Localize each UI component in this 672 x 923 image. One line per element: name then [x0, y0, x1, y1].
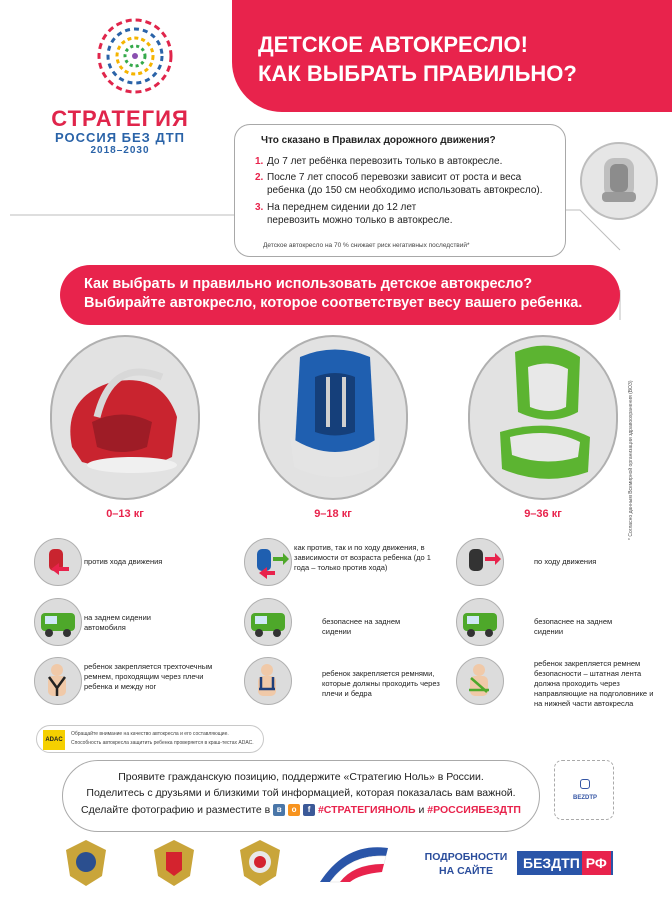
site-link[interactable]: [517, 851, 613, 875]
rule-text: На переднем сидении до 12 лет перевозить можно только в автокресле.: [267, 202, 453, 226]
harness-text: ребенок закрепляется ремнем безопасности – штатная лента должна проходить через направляющие на подголовнике и на нижней части автокресла: [534, 659, 654, 708]
harness-text: ребенок закрепляется ремнями, которые должны проходить через плечи и бедра: [322, 669, 440, 698]
rule-item: [255, 201, 555, 227]
hashtag-strategy-zero[interactable]: #СТРАТЕГИЯНОЛЬ: [317, 804, 416, 816]
forward-facing-icon: [456, 538, 504, 586]
mvd-emblem-icon: [148, 836, 200, 890]
hashtag-russia-no-accidents[interactable]: #РОССИЯБЕЗДТП: [427, 804, 521, 816]
how-to-banner: [60, 265, 620, 325]
harness-text: ребенок закрепляется трехточечным ремнем, проходящим через плечи ребенка и между ног: [84, 662, 213, 691]
call-line3: [63, 804, 539, 816]
infant-carrier-icon: [52, 337, 198, 498]
rule-number: 2.: [255, 172, 264, 183]
rear-facing-icon: [34, 538, 82, 586]
direction-text: по ходу движения: [534, 557, 597, 566]
direction-text: против хода движения: [84, 557, 163, 566]
rules-footnote: Детское автокресло на 70 % снижает риск негативных последствий*: [263, 242, 470, 249]
rule-item: [255, 155, 555, 168]
how-to-advice: Выбирайте автокресло, которое соответствует весу вашего ребенка.: [84, 295, 583, 311]
site-domain-suffix: РФ: [582, 851, 611, 875]
rule-item: [255, 171, 555, 197]
ministry-emblem-icon: [60, 836, 112, 890]
instagram-badge[interactable]: [554, 760, 614, 820]
rsa-logo-icon: [316, 842, 392, 886]
page-title-line1: ДЕТСКОЕ АВТОКРЕСЛО!: [258, 32, 528, 57]
three-point-harness-icon: [34, 657, 82, 705]
rule-text: До 7 лет ребёнка перевозить только в автокресле.: [267, 156, 503, 167]
weight-label: 0–13 кг: [106, 508, 144, 520]
page-title-line2: КАК ВЫБРАТЬ ПРАВИЛЬНО?: [258, 61, 577, 86]
logo-subtitle: РОССИЯ БЕЗ ДТП: [54, 130, 185, 145]
seat-position-text: безопаснее на заднем сидении: [534, 617, 613, 636]
weight-label: 9–18 кг: [314, 508, 352, 520]
seat-belt-icon: [456, 657, 504, 705]
instagram-handle: BEZDTP: [573, 795, 597, 801]
traffic-police-emblem-icon: [234, 836, 286, 890]
adac-logo: ADAC: [43, 730, 65, 750]
adac-text-line1: Обращайте внимание на качество автокресла и его составляющие.: [71, 731, 229, 737]
car-seat-illustration: [580, 142, 658, 220]
vk-icon[interactable]: в: [273, 804, 285, 816]
adac-text-line2: Способность автокресла защитить ребенка проверяется в краш-тестах ADAC.: [71, 740, 254, 746]
title-banner: [232, 0, 672, 112]
facebook-icon[interactable]: f: [303, 804, 315, 816]
call-line1: Проявите гражданскую позицию, поддержите «Стратегию Ноль» в России.: [118, 771, 484, 783]
traffic-rules-box: [234, 124, 566, 257]
rules-question: Что сказано в Правилах дорожного движения?: [261, 135, 496, 146]
logo-years: 2018–2030: [90, 145, 150, 156]
five-point-harness-icon: [244, 657, 292, 705]
car-rear-seat-icon: [456, 598, 504, 646]
infant-carrier-image: [50, 335, 200, 500]
car-rear-seat-icon: [244, 598, 292, 646]
rule-text: После 7 лет способ перевозки зависит от роста и веса ребенка (до 150 см необходимо использовать автокресло).: [267, 172, 543, 196]
more-info-line2: НА САЙТЕ: [439, 865, 493, 877]
instagram-icon: [580, 779, 590, 789]
logo-emblem-icon: [95, 16, 175, 96]
how-to-question: Как выбрать и правильно использовать детское автокресло?: [84, 276, 533, 292]
booster-seat-icon: [470, 337, 616, 498]
page-title: [258, 30, 658, 88]
ok-icon[interactable]: о: [288, 804, 300, 816]
site-name: БЕЗДТП: [523, 855, 580, 871]
child-seat-icon: [260, 337, 406, 498]
adac-note: [36, 725, 264, 753]
call-to-action: [62, 760, 540, 832]
more-info-line1: ПОДРОБНОСТИ: [424, 851, 508, 863]
call-line3-text: Сделайте фотографию и разместите в: [81, 804, 271, 816]
seat-position-text: безопаснее на заднем сидении: [322, 617, 401, 636]
who-footnote-text: * Согласно данным Всемирной организации здравоохранения (ВОЗ): [628, 380, 634, 540]
who-footnote: [628, 360, 640, 540]
car-seat-icon: [582, 144, 656, 218]
both-directions-icon: [244, 538, 292, 586]
booster-seat-image: [468, 335, 618, 500]
call-and: и: [418, 804, 425, 816]
rule-number: 1.: [255, 156, 264, 167]
weight-label: 9–36 кг: [524, 508, 562, 520]
direction-text: как против, так и по ходу движения, в зависимости от возраста ребенка (до 1 года – только против хода): [294, 543, 431, 572]
more-info-label: [416, 850, 516, 878]
child-seat-image: [258, 335, 408, 500]
seat-position-text: на заднем сидении автомобиля: [84, 613, 151, 632]
rule-number: 3.: [255, 202, 264, 213]
logo-title: СТРАТЕГИЯ: [51, 106, 189, 131]
car-rear-seat-icon: [34, 598, 82, 646]
call-line2: Поделитесь с друзьями и близкими той информацией, которая показалась вам важной.: [86, 787, 516, 799]
